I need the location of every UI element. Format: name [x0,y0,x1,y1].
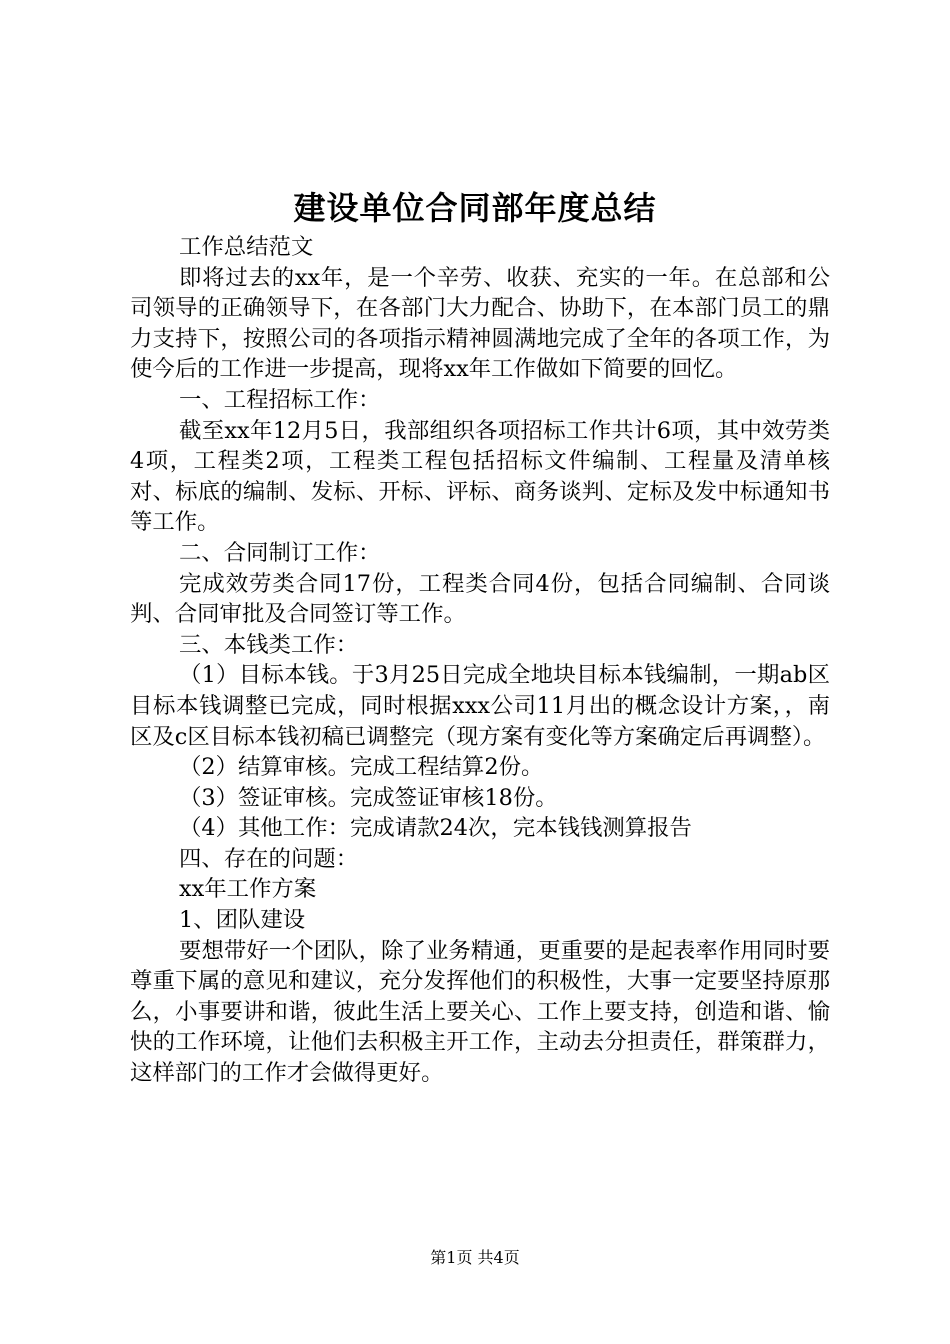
paragraph: 截至xx年12月5日，我部组织各项招标工作共计6项，其中效劳类4项，工程类2项，工程类工程包括招标文件编制、工程量及清单核对、标底的编制、发标、开标、评标、商务谈判、定标及发中标通知书等工作。 [130,417,830,536]
page-footer: 第1页 共4页 [430,1248,520,1267]
paragraph: 即将过去的xx年，是一个辛劳、收获、充实的一年。在总部和公司领导的正确领导下，在各部门大力配合、协助下，在本部门员工的鼎力支持下，按照公司的各项指示精神圆满地完成了全年的各项工作，为使今后的工作进一步提高，现将xx年工作做如下简要的回忆。 [130,264,830,383]
section-heading: 二、合同制订工作： [179,539,381,566]
paragraph: 完成效劳类合同17份，工程类合同4份，包括合同编制、合同谈判、合同审批及合同签订等工作。 [130,570,830,628]
section-heading: 一、工程招标工作： [179,386,381,413]
section-heading: 1、团队建设 [179,907,306,934]
section-heading: 三、本钱类工作： [179,631,359,658]
paragraph: （4）其他工作：完成请款24次，完本钱钱测算报告 [179,815,692,842]
paragraph: （2）结算审核。完成工程结算2份。 [179,754,544,781]
paragraph: （3）签证审核。完成签证审核18份。 [179,784,558,811]
document-body [130,232,830,1089]
paragraph: 要想带好一个团队，除了业务精通，更重要的是起表率作用同时要尊重下属的意见和建议，充分发挥他们的积极性，大事一定要坚持原那么，小事要讲和谐，彼此生活上要关心、工作上要支持，创造和谐、愉快的工作环境，让他们去积极主开工作，主动去分担责任，群策群力，这样部门的工作才会做得更好。 [130,937,830,1087]
paragraph: （1）目标本钱。于3月25日完成全地块目标本钱编制，一期ab区目标本钱调整已完成，同时根据xxx公司11月出的概念设计方案，，南区及c区目标本钱初稿已调整完（现方案有变化等方案确定后再调整）。 [130,662,830,750]
section-heading: xx年工作方案 [179,876,317,903]
paragraph: 工作总结范文 [179,234,314,260]
section-heading: 四、存在的问题： [179,845,359,872]
document-title: 建设单位合同部年度总结 [293,189,657,227]
